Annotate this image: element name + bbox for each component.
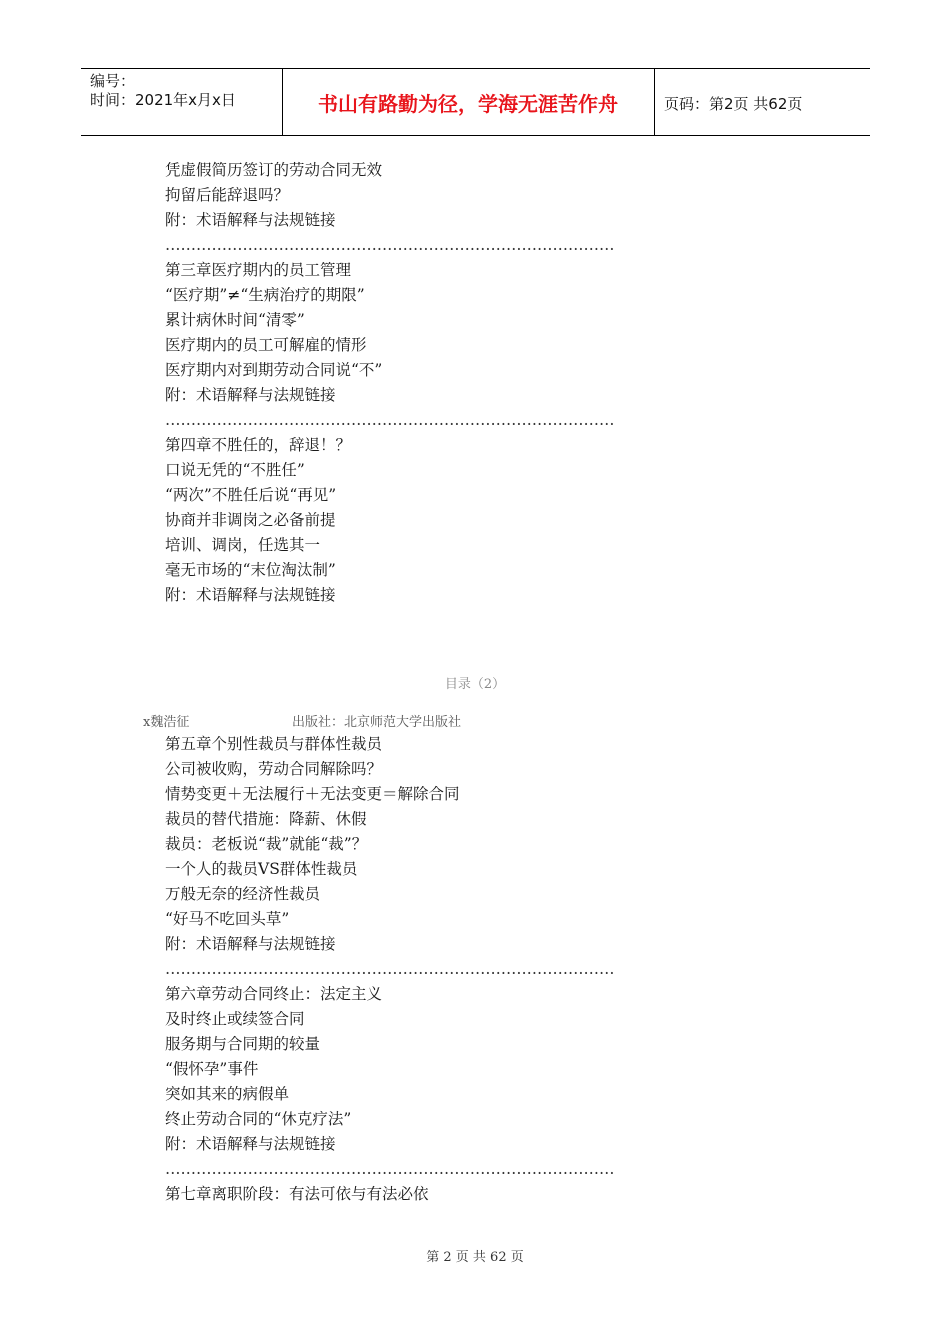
header-top-rule xyxy=(81,68,870,69)
toc-entry: 培训、调岗，任选其一 xyxy=(165,536,321,554)
toc-subtitle: 目录（2） xyxy=(444,677,506,692)
toc-entry: 医疗期内对到期劳动合同说“不” xyxy=(165,361,383,379)
toc-entry: 一个人的裁员VS群体性裁员 xyxy=(165,860,358,878)
header-divider-right xyxy=(654,68,655,136)
toc-entry: 突如其来的病假单 xyxy=(165,1085,290,1103)
header-page-number: 页码：第2页 共62页 xyxy=(664,95,803,113)
document-date: 时间：2021年x月x日 xyxy=(90,91,236,109)
toc-entry: 第七章离职阶段：有法可依与有法必依 xyxy=(165,1185,429,1203)
toc-separator: …………………………………………………………………………… xyxy=(165,1160,615,1178)
toc-list-part1 xyxy=(165,158,617,608)
header-left-cell xyxy=(90,72,236,110)
toc-separator: …………………………………………………………………………… xyxy=(165,236,615,254)
toc-entry: “假怀孕”事件 xyxy=(165,1060,259,1078)
toc-entry: 裁员：老板说“裁”就能“裁”？ xyxy=(165,835,368,853)
toc-entry: 协商并非调岗之必备前提 xyxy=(165,511,336,529)
toc-entry: 附：术语解释与法规链接 xyxy=(165,586,336,604)
toc-entry: 情势变更＋无法履行＋无法变更＝解除合同 xyxy=(165,785,460,803)
toc-entry: 附：术语解释与法规链接 xyxy=(165,386,336,404)
toc-entry: 凭虚假简历签订的劳动合同无效 xyxy=(165,161,383,179)
toc-entry: 裁员的替代措施：降薪、休假 xyxy=(165,810,367,828)
toc-entry: 毫无市场的“末位淘汰制” xyxy=(165,561,336,579)
toc-entry: 附：术语解释与法规链接 xyxy=(165,935,336,953)
toc-entry: 第四章不胜任的，辞退！？ xyxy=(165,436,352,454)
toc-entry: 第六章劳动合同终止：法定主义 xyxy=(165,985,383,1003)
toc-entry: 口说无凭的“不胜任” xyxy=(165,461,305,479)
document-number: 编号： xyxy=(90,72,136,90)
toc-entry: 及时终止或续签合同 xyxy=(165,1010,305,1028)
toc-entry: 累计病休时间“清零” xyxy=(165,311,305,329)
toc-entry: “医疗期”≠“生病治疗的期限” xyxy=(165,286,365,304)
toc-entry: 第三章医疗期内的员工管理 xyxy=(165,261,352,279)
toc-entry: “好马不吃回头草” xyxy=(165,910,290,928)
toc-separator: …………………………………………………………………………… xyxy=(165,411,615,429)
toc-entry: 第五章个别性裁员与群体性裁员 xyxy=(165,735,383,753)
header-bottom-rule xyxy=(81,135,870,136)
book-author: x魏浩征 xyxy=(143,715,190,730)
toc-separator: …………………………………………………………………………… xyxy=(165,960,615,978)
toc-entry: 终止劳动合同的“休克疗法” xyxy=(165,1110,352,1128)
toc-entry: 万般无奈的经济性裁员 xyxy=(165,885,321,903)
toc-entry: 医疗期内的员工可解雇的情形 xyxy=(165,336,367,354)
toc-list-part2 xyxy=(165,732,617,1207)
book-publisher: 出版社：北京师范大学出版社 xyxy=(292,715,462,730)
toc-entry: 公司被收购，劳动合同解除吗？ xyxy=(165,760,383,778)
toc-entry: 服务期与合同期的较量 xyxy=(165,1035,321,1053)
toc-entry: 拘留后能辞退吗？ xyxy=(165,186,290,204)
toc-entry: “两次”不胜任后说“再见” xyxy=(165,486,337,504)
header-motto: 书山有路勤为径，学海无涯苦作舟 xyxy=(318,92,618,116)
toc-entry: 附：术语解释与法规链接 xyxy=(165,1135,336,1153)
toc-entry: 附：术语解释与法规链接 xyxy=(165,211,336,229)
page-footer: 第 2 页 共 62 页 xyxy=(426,1250,524,1265)
